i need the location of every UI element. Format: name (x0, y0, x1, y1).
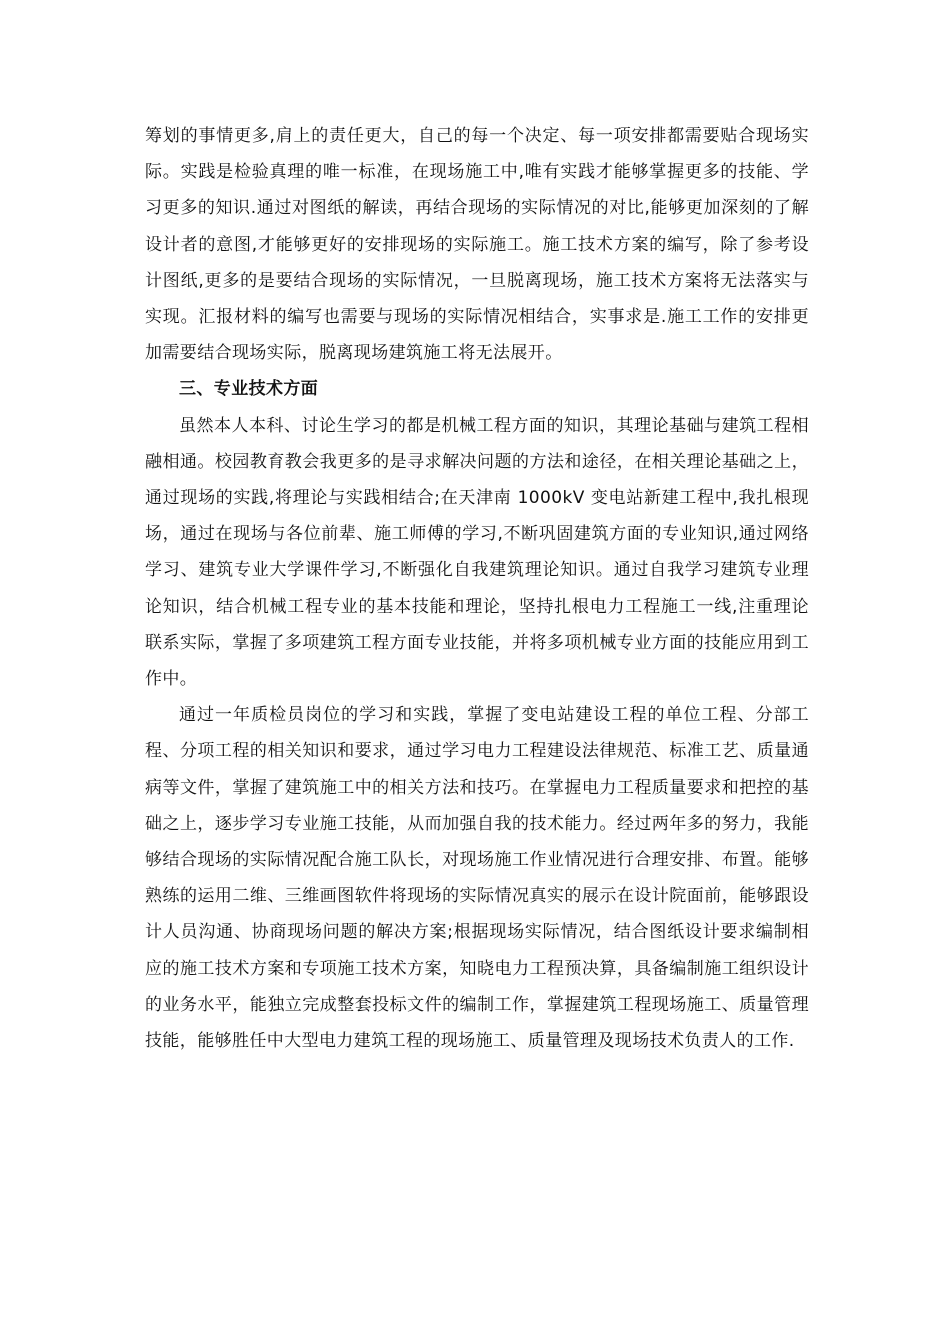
document-body (145, 118, 809, 1059)
paragraph-quality-inspection: 通过一年质检员岗位的学习和实践，掌握了变电站建设工程的单位工程、分部工程、分项工程的相关知识和要求，通过学习电力工程建设法律规范、标准工艺、质量通病等文件，掌握了建筑施工中的相关方法和技巧。在掌握电力工程质量要求和把控的基础之上，逐步学习专业施工技能，从而加强自我的技术能力。经过两年多的努力，我能够结合现场的实际情况配合施工队长，对现场施工作业情况进行合理安排、布置。能够熟练的运用二维、三维画图软件将现场的实际情况真实的展示在设计院面前，能够跟设计人员沟通、协商现场问题的解决方案;根据现场实际情况，结合图纸设计要求编制相应的施工技术方案和专项施工技术方案，知晓电力工程预决算，具备编制施工组织设计的业务水平，能独立完成整套投标文件的编制工作，掌握建筑工程现场施工、质量管理技能，能够胜任中大型电力建筑工程的现场施工、质量管理及现场技术负责人的工作. (145, 705, 809, 1052)
paragraph-professional-skills: 虽然本人本科、讨论生学习的都是机械工程方面的知识，其理论基础与建筑工程相融相通。校园教育教会我更多的是寻求解决问题的方法和途径，在相关理论基础之上，通过现场的实践,将理论与实践相结合;在天津南 1000kV 变电站新建工程中,我扎根现场，通过在现场与各位前辈、施工师傅的学习,不断巩固建筑方面的专业知识,通过网络学习、建筑专业大学课件学习,不断强化自我建筑理论知识。通过自我学习建筑专业理论知识，结合机械工程专业的基本技能和理论，坚持扎根电力工程施工一线,注重理论联系实际，掌握了多项建筑工程方面专业技能，并将多项机械专业方面的技能应用到工作中。 (145, 415, 809, 690)
paragraph-continuation: 筹划的事情更多,肩上的责任更大，自己的每一个决定、每一项安排都需要贴合现场实际。实践是检验真理的唯一标准，在现场施工中,唯有实践才能够掌握更多的技能、学习更多的知识.通过对图纸的解读，再结合现场的实际情况的对比,能够更加深刻的了解设计者的意图,才能够更好的安排现场的实际施工。施工技术方案的编写，除了参考设计图纸,更多的是要结合现场的实际情况，一旦脱离现场，施工技术方案将无法落实与实现。汇报材料的编写也需要与现场的实际情况相结合，实事求是.施工工作的安排更加需要结合现场实际，脱离现场建筑施工将无法展开。 (145, 126, 809, 364)
section-heading: 三、专业技术方面 (179, 379, 319, 400)
